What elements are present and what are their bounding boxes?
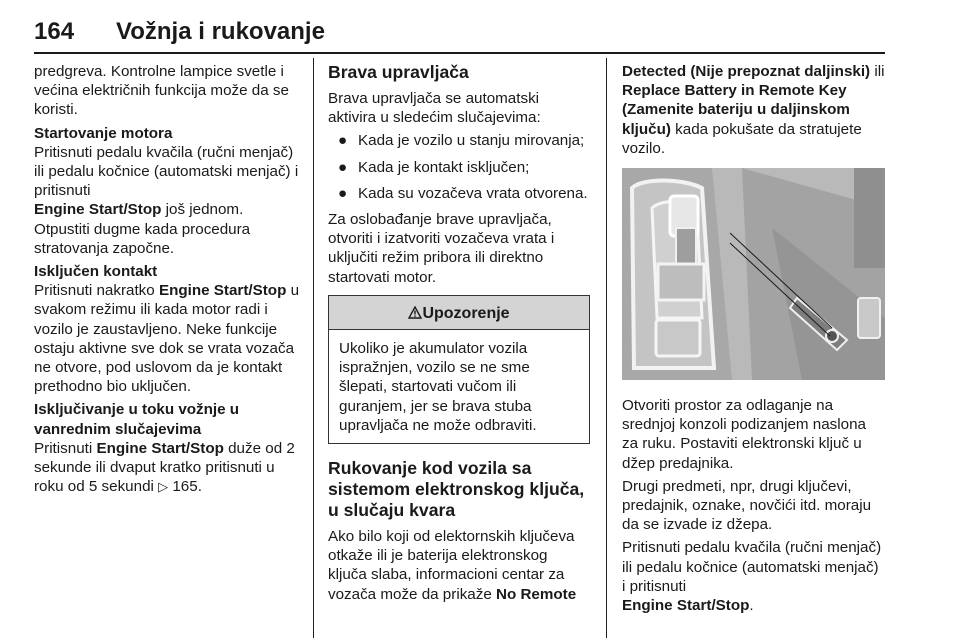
list-item: ● Kada je vozilo u stanju mirovanja; [338, 132, 585, 150]
instruction-open-storage: Otvoriti prostor za odlaganje na srednjoj konzoli podizanjem naslona za ruku. Postaviti elektronski ključ u džep predajnika. [622, 397, 866, 472]
list-item: ● Kada su vozačeva vrata otvorena. [338, 184, 588, 202]
steering-lock-intro: Brava upravljača se automatski aktivira u sledećim slučajevima: [328, 90, 541, 127]
warning-header [329, 296, 589, 330]
chapter-title: Vožnja i rukovanje [116, 18, 325, 45]
page-number: 164 [34, 18, 75, 45]
steering-lock-list [328, 131, 590, 203]
emergency-stop-paragraph: Pritisnuti Engine Start/Stop duže od 2 sekunde ili dvaput kratko pritisnuti u roku od 5 sekundi ▷ 165. [34, 439, 295, 496]
unlock-paragraph: Za oslobađanje brave upravljača, otvoriti i izatvoriti vozačeva vrata i uključiti režim pribora ili direktno startovati motor. [328, 211, 555, 286]
list-item: ● Kada je kontakt isključen; [338, 158, 530, 176]
column-2 [328, 62, 590, 608]
intro-paragraph: predgreva. Kontrolne lampice svetle i većina električnih funkcija može da se koristi. [34, 63, 289, 119]
console-key-pocket-illustration [622, 168, 885, 380]
column-1 [34, 62, 302, 500]
warning-triangle-icon [408, 306, 422, 319]
header-rule [34, 52, 885, 54]
key-failure-paragraph: Ako bilo koji od elektornskih ključeva otkaže ili je baterija elektronskog ključa slaba, informacioni centar za vozača može da prikaže No Remote [328, 528, 577, 603]
column-divider-1 [313, 58, 314, 638]
steering-lock-heading: Brava upravljača [328, 62, 469, 82]
start-engine-heading: Startovanje motora [34, 124, 173, 142]
message-continuation: Detected (Nije prepoznat daljinski) ili Replace Battery in Remote Key (Zamenite bateriju u daljinskom ključu) kada pokušate da stratujete vozilo. [622, 63, 885, 157]
instruction-press-start: Pritisnuti pedalu kvačila (ručni menjač) ili pedalu kočnice (automatski menjač) i pritisnuti Engine Start/Stop. [622, 539, 882, 615]
warning-title: Upozorenje [422, 304, 510, 322]
instruction-remove-objects: Drugi predmeti, npr, drugi ključevi, predajnik, oznake, novčići itd. moraju da se izvade iz džepa. [622, 477, 872, 534]
warning-box [328, 295, 590, 444]
start-engine-paragraph: Pritisnuti pedalu kvačila (ručni menjač) ili pedalu kočnice (automatski menjač) i pritisnuti Engine Start/Stop još jednom. Otpustiti dugme kada procedura stratovanja započne. [34, 143, 299, 257]
ignition-off-heading: Isključen kontakt [34, 263, 158, 281]
page-reference-link[interactable]: 165. [172, 478, 202, 496]
warning-text: Ukoliko je akumulator vozila ispražnjen, vozilo se ne sme šlepati, startovati vučom ili guranjem, jer se brava stuba upravljača ne može odbraviti. [339, 340, 537, 434]
arrow-ref-icon: ▷ [158, 479, 169, 495]
column-3 [622, 62, 885, 619]
column-divider-2 [606, 58, 607, 638]
page-header [34, 0, 885, 52]
ignition-off-paragraph: Pritisnuti nakratko Engine Start/Stop u svakom režimu ili kada motor radi i vozilo je zaustavljeno. Neke funkcije ostaju aktivne sve dok se vrata vozača ne otvore, pod uslovom da je kontakt prethodno bio uključen. [34, 282, 300, 396]
emergency-stop-heading: Isključivanje u toku vožnje u vanrednim slučajevima [34, 401, 240, 438]
key-failure-heading: Rukovanje kod vozila sa sistemom elektronskog ključa, u slučaju kvara [328, 458, 585, 521]
